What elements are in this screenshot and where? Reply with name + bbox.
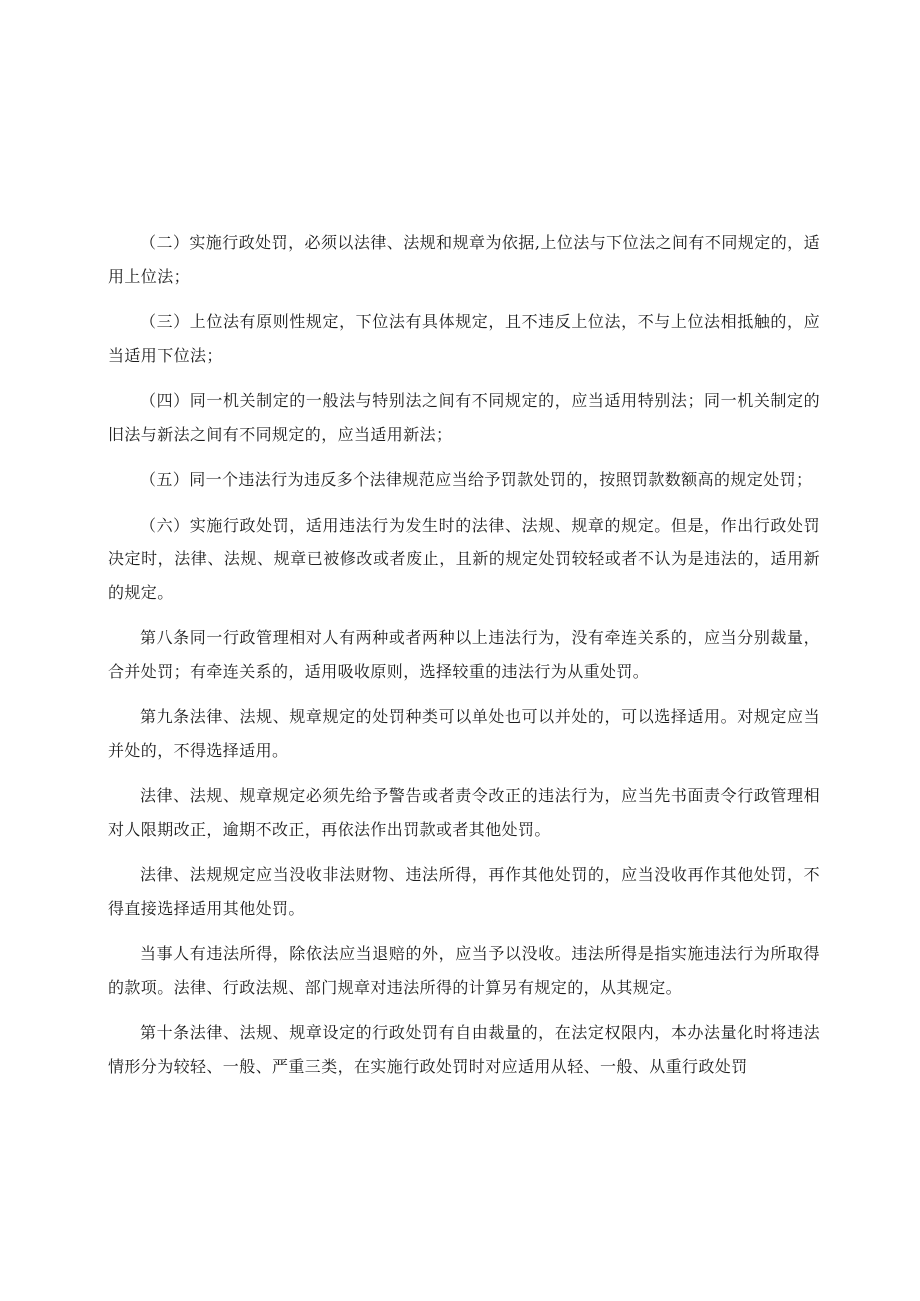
paragraph-item-3: （三）上位法有原则性规定，下位法有具体规定，且不违反上位法，不与上位法相抵触的，应当适用下位法； (108, 312, 820, 365)
article-9-paragraph: 第九条法律、法规、规章规定的处罚种类可以单处也可以并处的，可以选择适用。对规定应当并处的，不得选择适用。 (108, 707, 820, 760)
article-9-confiscation-paragraph: 法律、法规规定应当没收非法财物、违法所得，再作其他处罚的，应当没收再作其他处罚，不得直接选择适用其他处罚。 (108, 865, 820, 918)
paragraph-item-5: （五）同一个违法行为违反多个法律规范应当给予罚款处罚的，按照罚款数额高的规定处罚； (140, 470, 813, 489)
article-9-warning-paragraph: 法律、法规、规章规定必须先给予警告或者责令改正的违法行为，应当先书面责令行政管理相对人限期改正，逾期不改正，再依法作出罚款或者其他处罚。 (108, 786, 820, 839)
paragraph-item-2: （二）实施行政处罚，必须以法律、法规和规章为依据,上位法与下位法之间有不同规定的，适用上位法； (108, 233, 820, 286)
article-8-paragraph: 第八条同一行政管理相对人有两种或者两种以上违法行为，没有牵连关系的，应当分别裁量，合并处罚；有牵连关系的，适用吸收原则，选择较重的违法行为从重处罚。 (108, 628, 820, 681)
article-10-paragraph: 第十条法律、法规、规章设定的行政处罚有自由裁量的，在法定权限内，本办法量化时将违法情形分为较轻、一般、严重三类，在实施行政处罚时对应适用从轻、一般、从重行政处罚 (108, 1023, 820, 1076)
article-9-illegal-income-paragraph: 当事人有违法所得，除依法应当退赔的外，应当予以没收。违法所得是指实施违法行为所取得的款项。法律、行政法规、部门规章对违法所得的计算另有规定的，从其规定。 (108, 944, 820, 997)
paragraph-item-6: （六）实施行政处罚，适用违法行为发生时的法律、法规、规章的规定。但是，作出行政处罚决定时，法律、法规、规章已被修改或者废止，且新的规定处罚较轻或者不认为是违法的，适用新的规定。 (108, 515, 820, 602)
document-page (108, 226, 820, 1095)
paragraph-item-4: （四）同一机关制定的一般法与特别法之间有不同规定的，应当适用特别法；同一机关制定的旧法与新法之间有不同规定的，应当适用新法； (108, 391, 820, 444)
